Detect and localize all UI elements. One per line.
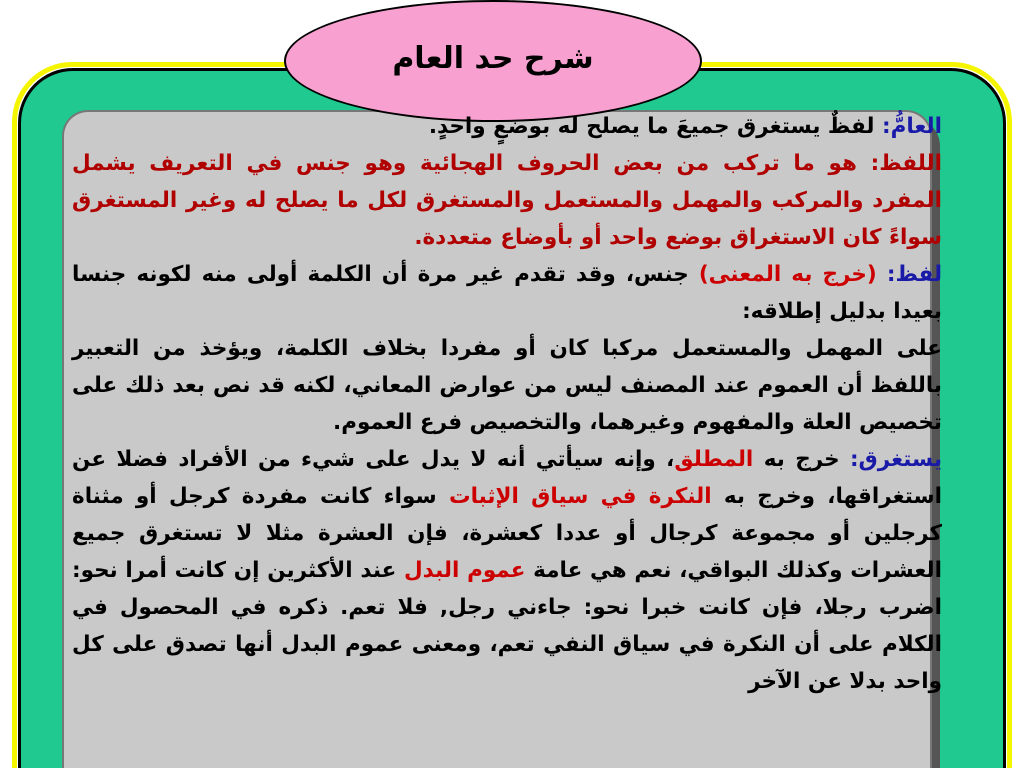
- paragraph-mohmal: [72, 330, 942, 441]
- lafz-explanation-text: اللفظ: هو ما تركب من بعض الحروف الهجائية وهو جنس في التعريف يشمل المفرد والمركب والمهمل والمستعمل والمستغرق لكل ما يصلح له وغير المستغرق سواءً كان الاستغراق بوضع واحد أو بأوضاع متعددة.: [72, 151, 942, 250]
- paragraph-yastaghriq: [72, 441, 942, 700]
- definition-text: لفظٌ يستغرق جميعَ ما يصلح له بوضعٍ واحدٍ.: [428, 114, 882, 139]
- paragraph-lafz: [72, 256, 942, 330]
- paragraph-general-definition: [72, 108, 942, 145]
- highlight-mutlaq: المطلق: [674, 447, 754, 472]
- highlight-badal: عموم البدل: [404, 558, 526, 583]
- content-text: [72, 108, 942, 700]
- paragraph-lafz-explanation: [72, 145, 942, 256]
- highlight-nakira: النكرة في سياق الإثبات: [448, 484, 712, 509]
- lafz-note: (خرج به المعنى): [698, 262, 887, 287]
- yastaghriq-text-4: عند الأكثرين إن كانت أمرا نحو: اضرب رجلا، فإن كانت خبرا نحو: جاءني رجل, فلا تعم. ذكره في المحصول في الكلام على أن النكرة في سياق النفي تعم، ومعنى عموم البدل أنها تصدق على كل واحد بدلا عن الآخر: [72, 558, 942, 694]
- page-title: شرح حد العام: [392, 40, 594, 76]
- term-yastaghriq: يستغرق:: [849, 447, 943, 472]
- yastaghriq-text-3: سواء كانت مفردة كرجل أو مثناة كرجلين أو مجموعة كرجال أو عددا كعشرة، فإن العشرة مثلا لا تستغرق جميع العشرات وكذلك البواقي، نعم هي عامة: [72, 484, 942, 583]
- title-ellipse: [284, 0, 702, 122]
- mohmal-text: على المهمل والمستعمل مركبا كان أو مفردا بخلاف الكلمة، ويؤخذ من التعبير باللفظ أن العموم عند المصنف ليس من عوارض المعاني، لكنه قد نص بعد ذلك على تخصيص العلة والمفهوم وغيرهما، والتخصيص فرع العموم.: [72, 336, 942, 435]
- term-aam: العامُّ:: [881, 114, 942, 139]
- yastaghriq-text-1: خرج به: [753, 447, 850, 472]
- term-lafz: لفظ:: [886, 262, 943, 287]
- lafz-text: جنس، وقد تقدم غير مرة أن الكلمة أولى منه لكونه جنسا بعيدا بدليل إطلاقه:: [72, 262, 942, 324]
- yastaghriq-text-2: ، وإنه سيأتي أنه لا يدل على شيء من الأفراد فضلا عن استغراقها، وخرج به: [72, 447, 942, 509]
